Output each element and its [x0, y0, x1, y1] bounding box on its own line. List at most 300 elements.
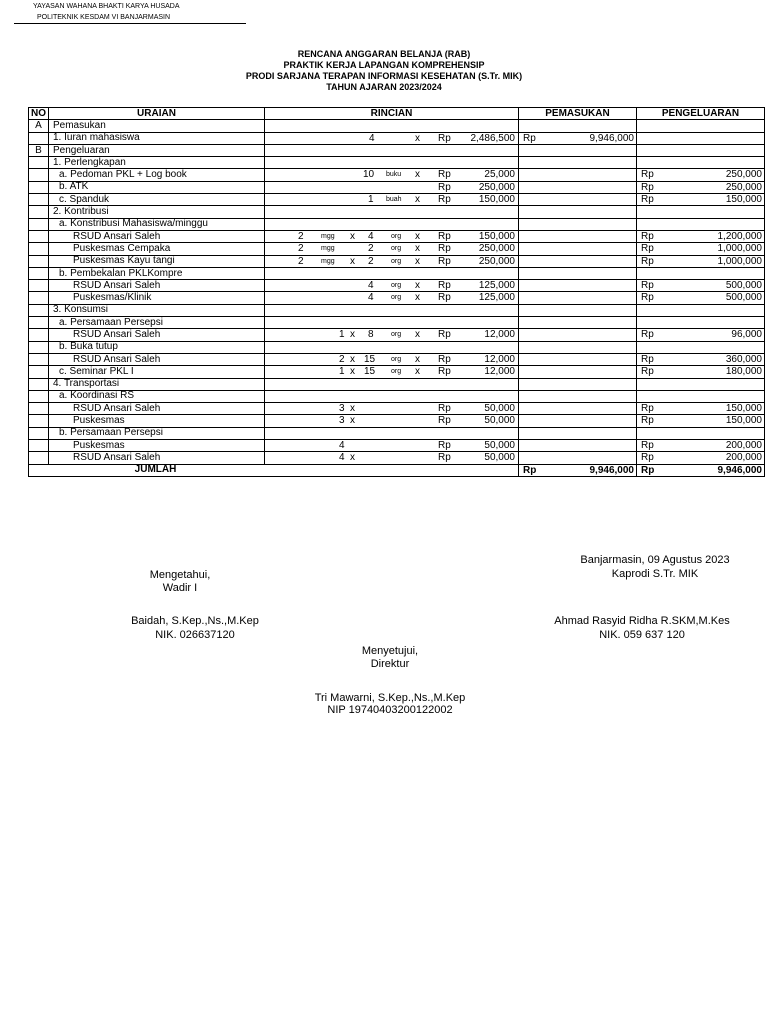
table-row: [29, 329, 765, 341]
pengeluaran-value: 1,000,000: [717, 255, 762, 267]
row-pengeluaran: [637, 194, 765, 206]
row-uraian: RSUD Ansari Saleh: [49, 329, 265, 341]
pengeluaran-currency: Rp: [641, 292, 654, 304]
row-no: B: [29, 144, 49, 156]
row-rincian: [265, 304, 519, 316]
table-row: [29, 440, 765, 452]
row-no: [29, 181, 49, 193]
row-uraian: Pengeluaran: [49, 144, 265, 156]
table-row: [29, 353, 765, 365]
rincian-part: Rp: [438, 194, 451, 206]
row-no: [29, 440, 49, 452]
header-pemasukan: PEMASUKAN: [519, 108, 637, 120]
row-pemasukan: [519, 403, 637, 415]
row-pemasukan: [519, 267, 637, 279]
row-pengeluaran: [637, 378, 765, 390]
place-date: Banjarmasin, 09 Agustus 2023: [580, 554, 730, 566]
rincian-part: 12,000: [484, 366, 515, 378]
pengeluaran-currency: Rp: [641, 440, 654, 452]
rincian-part: Rp: [438, 415, 451, 427]
pengeluaran-currency: Rp: [641, 452, 654, 464]
rincian-part: 2: [298, 243, 304, 255]
row-uraian: 2. Kontribusi: [49, 206, 265, 218]
row-pengeluaran: [637, 452, 765, 464]
row-uraian: c. Spanduk: [49, 194, 265, 206]
row-no: [29, 157, 49, 169]
pengeluaran-value: 1,200,000: [717, 230, 762, 242]
row-no: [29, 304, 49, 316]
table-row: [29, 452, 765, 464]
title-line-1: RENCANA ANGGARAN BELANJA (RAB): [297, 49, 471, 59]
row-pemasukan: [519, 120, 637, 132]
rincian-part: 12,000: [484, 329, 515, 341]
rincian-part: 50,000: [484, 415, 515, 427]
rincian-part: org: [391, 257, 402, 265]
row-pemasukan: [519, 341, 637, 353]
pengeluaran-currency: Rp: [641, 255, 654, 267]
pengeluaran-value: 96,000: [731, 329, 762, 341]
row-uraian: 1. Perlengkapan: [49, 157, 265, 169]
pengeluaran-currency: Rp: [641, 366, 654, 378]
row-uraian: b. Pembekalan PKLKompre: [49, 267, 265, 279]
header-rincian: RINCIAN: [265, 108, 519, 120]
rincian-part: 2: [368, 255, 374, 267]
row-uraian: a. Persamaan Persepsi: [49, 317, 265, 329]
pengeluaran-currency: Rp: [641, 169, 654, 181]
row-uraian: Puskesmas/Klinik: [49, 292, 265, 304]
rincian-part: 1: [368, 194, 374, 206]
rincian-part: Rp: [438, 403, 451, 415]
row-uraian: Pemasukan: [49, 120, 265, 132]
header-uraian: URAIAN: [49, 108, 265, 120]
rincian-part: buku: [386, 171, 402, 179]
row-pengeluaran: [637, 280, 765, 292]
row-no: [29, 267, 49, 279]
rincian-part: 2: [298, 230, 304, 242]
row-pengeluaran: [637, 427, 765, 439]
pengeluaran-currency: Rp: [641, 403, 654, 415]
rincian-part: x: [350, 329, 355, 341]
row-no: [29, 317, 49, 329]
table-row: [29, 169, 765, 181]
row-pengeluaran: [637, 403, 765, 415]
row-rincian: [265, 280, 519, 292]
table-row: [29, 415, 765, 427]
title-line-2: PRAKTIK KERJA LAPANGAN KOMPREHENSIP: [283, 60, 485, 70]
row-pemasukan: [519, 390, 637, 402]
rincian-part: x: [415, 280, 420, 292]
rincian-part: org: [391, 331, 402, 339]
row-uraian: RSUD Ansari Saleh: [49, 403, 265, 415]
pengeluaran-value: 1,000,000: [717, 243, 762, 255]
pengeluaran-currency: Rp: [641, 353, 654, 365]
row-pengeluaran: [637, 390, 765, 402]
table-header-row: [29, 108, 765, 120]
row-pengeluaran: [637, 157, 765, 169]
table-row: [29, 194, 765, 206]
table-row: [29, 390, 765, 402]
row-rincian: [265, 255, 519, 267]
row-pengeluaran: [637, 206, 765, 218]
row-uraian: Puskesmas Cempaka: [49, 243, 265, 255]
row-pengeluaran: [637, 181, 765, 193]
row-pengeluaran: [637, 366, 765, 378]
row-pengeluaran: [637, 120, 765, 132]
row-uraian: a. Konstribusi Mahasiswa/minggu: [49, 218, 265, 230]
title-line-4: TAHUN AJARAN 2023/2024: [326, 82, 442, 92]
row-no: [29, 390, 49, 402]
row-no: [29, 341, 49, 353]
rincian-part: org: [391, 294, 402, 302]
rincian-part: 250,000: [478, 243, 515, 255]
rincian-part: 4: [339, 440, 345, 452]
rincian-part: 50,000: [484, 440, 515, 452]
table-row: [29, 292, 765, 304]
table-row: [29, 403, 765, 415]
left-signer-nik: NIK. 026637120: [155, 629, 235, 641]
rincian-part: x: [415, 255, 420, 267]
total-label-cell: [29, 464, 519, 476]
row-no: [29, 132, 49, 144]
row-uraian: Puskesmas Kayu tangi: [49, 255, 265, 267]
rincian-part: Rp: [438, 230, 451, 242]
row-pemasukan: [519, 194, 637, 206]
row-no: [29, 415, 49, 427]
row-uraian: RSUD Ansari Saleh: [49, 230, 265, 242]
rincian-part: x: [350, 230, 355, 242]
rincian-part: 4: [369, 132, 375, 144]
row-rincian: [265, 267, 519, 279]
pengeluaran-value: 250,000: [725, 169, 762, 181]
row-pemasukan: [519, 353, 637, 365]
table-body: [29, 120, 765, 464]
row-rincian: [265, 120, 519, 132]
row-no: [29, 169, 49, 181]
row-rincian: [265, 181, 519, 193]
rincian-part: x: [415, 230, 420, 242]
row-uraian: 4. Transportasi: [49, 378, 265, 390]
row-pengeluaran: [637, 317, 765, 329]
row-no: [29, 206, 49, 218]
row-rincian: [265, 218, 519, 230]
right-signer-title: Kaprodi S.Tr. MIK: [611, 568, 699, 580]
rincian-part: Rp: [438, 366, 451, 378]
rincian-part: 4: [368, 292, 374, 304]
pengeluaran-currency: Rp: [641, 280, 654, 292]
rincian-part: Rp: [438, 243, 451, 255]
row-no: [29, 378, 49, 390]
rincian-part: 50,000: [484, 452, 515, 464]
row-rincian: [265, 440, 519, 452]
row-pengeluaran: [637, 267, 765, 279]
row-pengeluaran: [637, 440, 765, 452]
row-no: [29, 194, 49, 206]
rincian-part: Rp: [438, 181, 451, 193]
row-pengeluaran: [637, 132, 765, 144]
row-no: [29, 255, 49, 267]
letterhead-divider: [14, 23, 246, 24]
rincian-part: x: [415, 329, 420, 341]
row-rincian: [265, 132, 519, 144]
row-pemasukan: [519, 292, 637, 304]
rincian-part: mgg: [321, 232, 335, 240]
rincian-part: x: [415, 132, 420, 144]
rincian-part: mgg: [321, 245, 335, 253]
rincian-part: x: [350, 353, 355, 365]
rincian-part: 2: [298, 255, 304, 267]
table-row: [29, 317, 765, 329]
row-no: [29, 366, 49, 378]
rincian-part: buah: [386, 196, 402, 204]
table-row: [29, 255, 765, 267]
pengeluaran-value: 150,000: [725, 194, 762, 206]
table-row: [29, 144, 765, 156]
row-pemasukan: [519, 243, 637, 255]
row-pemasukan: [519, 378, 637, 390]
rincian-part: 2: [368, 243, 374, 255]
row-no: [29, 230, 49, 242]
pengeluaran-currency: Rp: [641, 194, 654, 206]
row-rincian: [265, 329, 519, 341]
total-row: [29, 464, 765, 476]
rincian-part: 250,000: [478, 255, 515, 267]
total-label: JUMLAH: [134, 464, 177, 476]
rincian-part: org: [391, 282, 402, 290]
row-rincian: [265, 452, 519, 464]
rincian-part: Rp: [438, 132, 451, 144]
row-uraian: Puskesmas: [49, 440, 265, 452]
row-rincian: [265, 169, 519, 181]
rincian-part: 12,000: [484, 353, 515, 365]
row-rincian: [265, 206, 519, 218]
row-pengeluaran: [637, 292, 765, 304]
rincian-part: x: [350, 415, 355, 427]
institution-name: POLITEKNIK KESDAM VI BANJARMASIN: [37, 14, 171, 21]
row-uraian: RSUD Ansari Saleh: [49, 353, 265, 365]
row-no: [29, 353, 49, 365]
rincian-part: 4: [339, 452, 345, 464]
rincian-part: 25,000: [484, 169, 515, 181]
row-rincian: [265, 403, 519, 415]
row-uraian: c. Seminar PKL I: [49, 366, 265, 378]
row-pemasukan: [519, 144, 637, 156]
rincian-part: 15: [364, 366, 376, 378]
rincian-part: 150,000: [478, 194, 515, 206]
pengeluaran-currency: Rp: [641, 243, 654, 255]
row-pengeluaran: [637, 329, 765, 341]
rincian-part: Rp: [438, 280, 451, 292]
table-row: [29, 378, 765, 390]
pemasukan-currency: Rp: [523, 132, 536, 144]
pengeluaran-value: 200,000: [725, 452, 762, 464]
row-pemasukan: [519, 280, 637, 292]
row-uraian: a. Koordinasi RS: [49, 390, 265, 402]
row-pemasukan: [519, 427, 637, 439]
row-uraian: 3. Konsumsi: [49, 304, 265, 316]
rincian-part: 4: [368, 280, 374, 292]
rincian-part: 125,000: [478, 292, 515, 304]
table-row: [29, 218, 765, 230]
rincian-part: 15: [364, 353, 376, 365]
row-pengeluaran: [637, 255, 765, 267]
rincian-part: 1: [339, 366, 345, 378]
foundation-name: YAYASAN WAHANA BHAKTI KARYA HUSADA: [33, 3, 180, 10]
row-uraian: a. Pedoman PKL + Log book: [49, 169, 265, 181]
row-pemasukan: [519, 218, 637, 230]
row-pengeluaran: [637, 341, 765, 353]
table-row: [29, 206, 765, 218]
row-rincian: [265, 317, 519, 329]
row-rincian: [265, 243, 519, 255]
total-pengeluaran-value: 9,946,000: [717, 464, 762, 476]
pemasukan-value: 9,946,000: [589, 132, 634, 144]
rincian-part: x: [415, 243, 420, 255]
rincian-part: 10: [363, 169, 375, 181]
row-uraian: RSUD Ansari Saleh: [49, 280, 265, 292]
table-row: [29, 181, 765, 193]
center-signer-name: Tri Mawarni, S.Kep.,Ns.,M.Kep: [314, 692, 466, 704]
table-row: [29, 280, 765, 292]
rincian-part: 1: [339, 329, 345, 341]
total-pemasukan-value: 9,946,000: [589, 464, 634, 476]
rincian-part: 8: [368, 329, 374, 341]
rincian-part: Rp: [438, 353, 451, 365]
rincian-part: org: [391, 355, 402, 363]
row-pemasukan: [519, 366, 637, 378]
right-signer-nik: NIK. 059 637 120: [599, 629, 685, 641]
rincian-part: 250,000: [478, 181, 515, 193]
row-pemasukan: [519, 206, 637, 218]
center-signer-title-2: Direktur: [370, 658, 410, 670]
row-pemasukan: [519, 452, 637, 464]
left-signer-name: Baidah, S.Kep.,Ns.,M.Kep: [131, 615, 259, 627]
row-rincian: [265, 366, 519, 378]
row-rincian: [265, 378, 519, 390]
row-no: [29, 243, 49, 255]
row-no: [29, 218, 49, 230]
rincian-part: 2: [339, 353, 345, 365]
budget-table: [28, 107, 765, 477]
rincian-part: 4: [368, 230, 374, 242]
pengeluaran-value: 500,000: [725, 292, 762, 304]
left-signer-title-1: Mengetahui,: [149, 569, 211, 581]
row-uraian: b. ATK: [49, 181, 265, 193]
table-row: [29, 341, 765, 353]
table-row: [29, 120, 765, 132]
row-uraian: 1. Iuran mahasiswa: [49, 132, 265, 144]
header-pengeluaran: PENGELUARAN: [637, 108, 765, 120]
row-pemasukan: [519, 132, 637, 144]
pengeluaran-value: 180,000: [725, 366, 762, 378]
header-no: NO: [29, 108, 49, 120]
table-row: [29, 243, 765, 255]
row-pemasukan: [519, 181, 637, 193]
row-pemasukan: [519, 317, 637, 329]
rincian-part: x: [415, 366, 420, 378]
row-uraian: RSUD Ansari Saleh: [49, 452, 265, 464]
table-row: [29, 427, 765, 439]
center-signer-title-1: Menyetujui,: [361, 645, 419, 657]
row-pengeluaran: [637, 243, 765, 255]
rincian-part: Rp: [438, 292, 451, 304]
table-row: [29, 366, 765, 378]
total-pengeluaran-currency: Rp: [641, 464, 655, 476]
row-pemasukan: [519, 304, 637, 316]
row-rincian: [265, 427, 519, 439]
rincian-part: Rp: [438, 169, 451, 181]
rincian-part: x: [350, 366, 355, 378]
row-pemasukan: [519, 329, 637, 341]
pengeluaran-value: 200,000: [725, 440, 762, 452]
rincian-part: mgg: [321, 257, 335, 265]
row-rincian: [265, 157, 519, 169]
table-row: [29, 267, 765, 279]
rincian-part: x: [350, 255, 355, 267]
row-pengeluaran: [637, 218, 765, 230]
rincian-part: x: [350, 452, 355, 464]
table-row: [29, 304, 765, 316]
pengeluaran-value: 150,000: [725, 403, 762, 415]
rincian-part: 50,000: [484, 403, 515, 415]
pengeluaran-currency: Rp: [641, 415, 654, 427]
rincian-part: x: [415, 169, 420, 181]
rincian-part: x: [350, 403, 355, 415]
rincian-part: org: [391, 232, 402, 240]
pengeluaran-currency: Rp: [641, 181, 654, 193]
row-uraian: b. Persamaan Persepsi: [49, 427, 265, 439]
right-signer-name: Ahmad Rasyid Ridha R.SKM,M.Kes: [554, 615, 730, 627]
rincian-part: 2,486,500: [470, 132, 515, 144]
rincian-part: 150,000: [478, 230, 515, 242]
rincian-part: x: [415, 292, 420, 304]
table-row: [29, 230, 765, 242]
rincian-part: x: [415, 353, 420, 365]
rincian-part: org: [391, 368, 402, 376]
row-rincian: [265, 415, 519, 427]
row-pengeluaran: [637, 169, 765, 181]
title-line-3: PRODI SARJANA TERAPAN INFORMASI KESEHATAN (S.Tr. MIK): [245, 71, 523, 81]
row-no: [29, 403, 49, 415]
row-uraian: b. Buka tutup: [49, 341, 265, 353]
total-pengeluaran: [637, 464, 765, 476]
left-signer-title-2: Wadir I: [162, 582, 198, 594]
rincian-part: Rp: [438, 440, 451, 452]
row-rincian: [265, 292, 519, 304]
center-signer-nip: NIP 19740403200122002: [327, 704, 453, 716]
row-pemasukan: [519, 255, 637, 267]
rincian-part: x: [415, 194, 420, 206]
row-uraian: Puskesmas: [49, 415, 265, 427]
row-pengeluaran: [637, 144, 765, 156]
rincian-part: 125,000: [478, 280, 515, 292]
row-no: [29, 452, 49, 464]
rincian-part: Rp: [438, 255, 451, 267]
row-rincian: [265, 341, 519, 353]
row-pengeluaran: [637, 230, 765, 242]
row-no: [29, 292, 49, 304]
pengeluaran-value: 250,000: [725, 181, 762, 193]
row-pengeluaran: [637, 304, 765, 316]
row-rincian: [265, 390, 519, 402]
pengeluaran-currency: Rp: [641, 329, 654, 341]
row-no: [29, 329, 49, 341]
rincian-part: org: [391, 245, 402, 253]
row-pemasukan: [519, 440, 637, 452]
row-no: A: [29, 120, 49, 132]
row-no: [29, 280, 49, 292]
row-pemasukan: [519, 169, 637, 181]
rincian-part: Rp: [438, 329, 451, 341]
